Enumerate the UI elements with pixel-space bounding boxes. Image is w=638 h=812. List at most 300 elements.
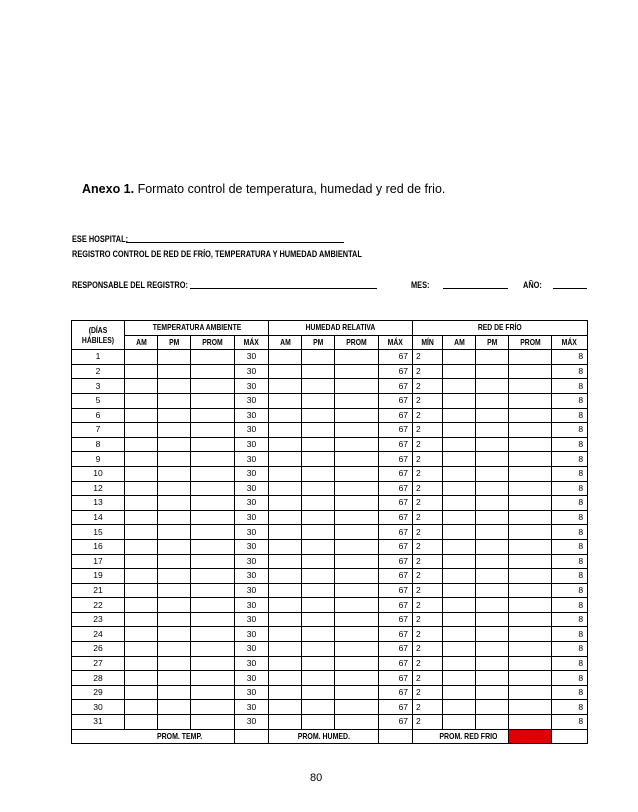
hum-max-cell: 67 — [379, 379, 413, 394]
red-pm-cell[interactable] — [476, 350, 509, 365]
hum-pm-header: PM — [302, 335, 335, 350]
red-min-cell: 2 — [413, 364, 443, 379]
day-cell: 15 — [72, 525, 125, 540]
hum-prom-cell[interactable] — [335, 350, 379, 365]
red-max-cell: 8 — [552, 452, 588, 467]
red-pm-cell[interactable] — [476, 525, 509, 540]
red-pm-cell[interactable] — [476, 393, 509, 408]
red-prom-cell[interactable] — [509, 466, 552, 481]
red-pm-cell[interactable] — [476, 642, 509, 657]
hum-am-cell[interactable] — [269, 671, 302, 686]
red-pm-cell[interactable] — [476, 408, 509, 423]
temp-prom-cell[interactable] — [191, 569, 235, 584]
red-max-cell: 8 — [552, 466, 588, 481]
temp-pm-cell[interactable] — [158, 700, 191, 715]
responsable-field[interactable] — [190, 288, 377, 289]
hum-max-cell: 67 — [379, 715, 413, 730]
temp-pm-cell[interactable] — [158, 437, 191, 452]
hum-pm-cell[interactable] — [302, 423, 335, 438]
temp-am-cell[interactable] — [125, 481, 158, 496]
red-am-cell[interactable] — [443, 642, 476, 657]
red-prom-cell[interactable] — [509, 452, 552, 467]
red-prom-cell[interactable] — [509, 539, 552, 554]
temp-am-cell[interactable] — [125, 569, 158, 584]
hum-pm-cell[interactable] — [302, 364, 335, 379]
red-pm-cell[interactable] — [476, 715, 509, 730]
temp-max-cell: 30 — [235, 423, 269, 438]
red-pm-cell[interactable] — [476, 437, 509, 452]
red-pm-cell[interactable] — [476, 466, 509, 481]
red-am-cell[interactable] — [443, 379, 476, 394]
temp-max-cell: 30 — [235, 685, 269, 700]
red-am-cell[interactable] — [443, 350, 476, 365]
red-min-cell: 2 — [413, 510, 443, 525]
temp-am-cell[interactable] — [125, 466, 158, 481]
red-pm-cell[interactable] — [476, 700, 509, 715]
temp-am-cell[interactable] — [125, 539, 158, 554]
temp-prom-cell[interactable] — [191, 642, 235, 657]
hum-am-cell[interactable] — [269, 423, 302, 438]
hum-am-cell[interactable] — [269, 379, 302, 394]
red-max-cell: 8 — [552, 554, 588, 569]
hum-pm-cell[interactable] — [302, 350, 335, 365]
temp-pm-cell[interactable] — [158, 598, 191, 613]
temp-prom-cell[interactable] — [191, 583, 235, 598]
hum-am-cell[interactable] — [269, 685, 302, 700]
red-prom-cell[interactable] — [509, 612, 552, 627]
temp-am-cell[interactable] — [125, 408, 158, 423]
hum-pm-cell[interactable] — [302, 481, 335, 496]
temp-am-cell[interactable] — [125, 525, 158, 540]
red-prom-cell[interactable] — [509, 685, 552, 700]
mes-field[interactable] — [443, 288, 508, 289]
red-am-cell[interactable] — [443, 510, 476, 525]
hum-prom-cell[interactable] — [335, 393, 379, 408]
hum-am-cell[interactable] — [269, 656, 302, 671]
hum-am-cell[interactable] — [269, 569, 302, 584]
temp-am-cell[interactable] — [125, 393, 158, 408]
hum-am-cell[interactable] — [269, 510, 302, 525]
table-row — [72, 393, 588, 408]
hum-pm-cell[interactable] — [302, 437, 335, 452]
red-prom-cell[interactable] — [509, 481, 552, 496]
hum-prom-cell[interactable] — [335, 481, 379, 496]
temp-pm-cell[interactable] — [158, 408, 191, 423]
temp-prom-cell[interactable] — [191, 510, 235, 525]
red-pm-cell[interactable] — [476, 583, 509, 598]
red-min-cell: 2 — [413, 642, 443, 657]
red-min-cell: 2 — [413, 393, 443, 408]
temp-pm-cell[interactable] — [158, 350, 191, 365]
temp-am-cell[interactable] — [125, 642, 158, 657]
hum-prom-cell[interactable] — [335, 510, 379, 525]
temp-am-cell[interactable] — [125, 715, 158, 730]
temp-am-cell[interactable] — [125, 700, 158, 715]
hum-pm-cell[interactable] — [302, 569, 335, 584]
red-prom-cell[interactable] — [509, 627, 552, 642]
red-am-cell[interactable] — [443, 481, 476, 496]
temp-prom-cell[interactable] — [191, 437, 235, 452]
hum-pm-cell[interactable] — [302, 656, 335, 671]
footer-blank — [72, 729, 125, 744]
red-pm-cell[interactable] — [476, 481, 509, 496]
hum-max-cell: 67 — [379, 539, 413, 554]
temp-prom-cell[interactable] — [191, 408, 235, 423]
red-prom-cell[interactable] — [509, 598, 552, 613]
hum-pm-cell[interactable] — [302, 554, 335, 569]
temp-pm-cell[interactable] — [158, 481, 191, 496]
red-prom-cell[interactable] — [509, 379, 552, 394]
red-pm-cell[interactable] — [476, 452, 509, 467]
red-am-cell[interactable] — [443, 437, 476, 452]
temp-am-cell[interactable] — [125, 423, 158, 438]
hum-pm-cell[interactable] — [302, 671, 335, 686]
red-min-cell: 2 — [413, 496, 443, 511]
red-pm-cell[interactable] — [476, 539, 509, 554]
table-row — [72, 554, 588, 569]
temp-am-cell[interactable] — [125, 656, 158, 671]
red-prom-cell[interactable] — [509, 423, 552, 438]
red-am-cell[interactable] — [443, 408, 476, 423]
red-pm-cell[interactable] — [476, 598, 509, 613]
hum-prom-cell[interactable] — [335, 612, 379, 627]
hum-am-cell[interactable] — [269, 408, 302, 423]
mes-label: MES: — [411, 280, 430, 290]
temp-pm-cell[interactable] — [158, 569, 191, 584]
hum-pm-cell[interactable] — [302, 496, 335, 511]
table-row — [72, 496, 588, 511]
temp-pm-cell[interactable] — [158, 642, 191, 657]
temp-prom-cell[interactable] — [191, 715, 235, 730]
hum-max-cell: 67 — [379, 510, 413, 525]
hum-am-cell[interactable] — [269, 364, 302, 379]
temp-am-cell[interactable] — [125, 671, 158, 686]
hum-prom-cell[interactable] — [335, 685, 379, 700]
temp-prom-cell[interactable] — [191, 627, 235, 642]
red-pm-cell[interactable] — [476, 627, 509, 642]
temp-am-cell[interactable] — [125, 583, 158, 598]
red-pm-cell[interactable] — [476, 510, 509, 525]
temp-prom-cell[interactable] — [191, 671, 235, 686]
temp-prom-cell[interactable] — [191, 598, 235, 613]
temp-max-cell: 30 — [235, 350, 269, 365]
hum-prom-cell[interactable] — [335, 423, 379, 438]
hum-pm-cell[interactable] — [302, 408, 335, 423]
temp-pm-cell[interactable] — [158, 525, 191, 540]
red-am-cell[interactable] — [443, 496, 476, 511]
hum-am-cell[interactable] — [269, 393, 302, 408]
temp-group-header: TEMPERATURA AMBIENTE — [125, 321, 269, 336]
temp-am-cell[interactable] — [125, 685, 158, 700]
temp-pm-cell[interactable] — [158, 554, 191, 569]
red-am-cell[interactable] — [443, 612, 476, 627]
temp-am-cell[interactable] — [125, 554, 158, 569]
red-am-cell[interactable] — [443, 452, 476, 467]
red-max-cell: 8 — [552, 423, 588, 438]
hum-prom-cell[interactable] — [335, 715, 379, 730]
hum-am-cell[interactable] — [269, 539, 302, 554]
temp-max-cell: 30 — [235, 583, 269, 598]
hum-am-cell[interactable] — [269, 700, 302, 715]
temp-prom-cell[interactable] — [191, 452, 235, 467]
temp-am-cell[interactable] — [125, 379, 158, 394]
red-prom-cell[interactable] — [509, 656, 552, 671]
temp-pm-cell[interactable] — [158, 583, 191, 598]
red-am-cell[interactable] — [443, 466, 476, 481]
hum-pm-cell[interactable] — [302, 510, 335, 525]
hum-prom-cell[interactable] — [335, 525, 379, 540]
hum-prom-cell[interactable] — [335, 569, 379, 584]
red-min-cell: 2 — [413, 437, 443, 452]
footer-prom-red-value[interactable] — [509, 729, 552, 744]
red-min-cell: 2 — [413, 700, 443, 715]
red-max-cell: 8 — [552, 393, 588, 408]
red-am-cell[interactable] — [443, 656, 476, 671]
hum-prom-cell[interactable] — [335, 452, 379, 467]
hum-pm-cell[interactable] — [302, 539, 335, 554]
temp-pm-cell[interactable] — [158, 466, 191, 481]
hum-pm-cell[interactable] — [302, 583, 335, 598]
red-prom-cell[interactable] — [509, 569, 552, 584]
temp-pm-cell[interactable] — [158, 685, 191, 700]
hum-am-cell[interactable] — [269, 525, 302, 540]
temp-pm-cell[interactable] — [158, 379, 191, 394]
red-prom-cell[interactable] — [509, 510, 552, 525]
temp-am-cell[interactable] — [125, 496, 158, 511]
red-pm-cell[interactable] — [476, 671, 509, 686]
form-title: REGISTRO CONTROL DE RED DE FRÍO, TEMPERATURA Y HUMEDAD AMBIENTAL — [72, 249, 362, 259]
hum-pm-cell[interactable] — [302, 598, 335, 613]
red-am-cell[interactable] — [443, 685, 476, 700]
hum-am-cell[interactable] — [269, 496, 302, 511]
day-cell: 16 — [72, 539, 125, 554]
hum-pm-cell[interactable] — [302, 525, 335, 540]
hum-pm-cell[interactable] — [302, 379, 335, 394]
hum-am-cell[interactable] — [269, 437, 302, 452]
hum-prom-cell[interactable] — [335, 496, 379, 511]
red-prom-cell[interactable] — [509, 583, 552, 598]
red-prom-cell[interactable] — [509, 642, 552, 657]
hum-pm-cell[interactable] — [302, 685, 335, 700]
red-am-cell[interactable] — [443, 364, 476, 379]
red-min-cell: 2 — [413, 671, 443, 686]
temp-am-cell[interactable] — [125, 598, 158, 613]
red-pm-cell[interactable] — [476, 554, 509, 569]
day-cell: 8 — [72, 437, 125, 452]
table-row — [72, 350, 588, 365]
temp-pm-cell[interactable] — [158, 627, 191, 642]
temp-am-cell[interactable] — [125, 350, 158, 365]
hum-am-cell[interactable] — [269, 554, 302, 569]
hum-pm-cell[interactable] — [302, 627, 335, 642]
red-pm-cell[interactable] — [476, 685, 509, 700]
hum-prom-cell[interactable] — [335, 700, 379, 715]
hum-pm-cell[interactable] — [302, 715, 335, 730]
hum-am-cell[interactable] — [269, 598, 302, 613]
red-min-cell: 2 — [413, 583, 443, 598]
temp-pm-cell[interactable] — [158, 539, 191, 554]
temp-pm-cell[interactable] — [158, 496, 191, 511]
hum-prom-cell[interactable] — [335, 583, 379, 598]
red-min-cell: 2 — [413, 656, 443, 671]
temp-prom-cell[interactable] — [191, 481, 235, 496]
hum-am-cell[interactable] — [269, 583, 302, 598]
red-min-cell: 2 — [413, 466, 443, 481]
red-pm-cell[interactable] — [476, 379, 509, 394]
day-cell: 13 — [72, 496, 125, 511]
hospital-field[interactable] — [126, 242, 344, 243]
red-max-cell: 8 — [552, 671, 588, 686]
table-row — [72, 700, 588, 715]
red-am-cell[interactable] — [443, 539, 476, 554]
temp-prom-cell[interactable] — [191, 612, 235, 627]
hum-prom-cell[interactable] — [335, 364, 379, 379]
temp-prom-cell[interactable] — [191, 350, 235, 365]
temp-max-cell: 30 — [235, 437, 269, 452]
red-min-cell: 2 — [413, 350, 443, 365]
red-min-cell: 2 — [413, 539, 443, 554]
hum-prom-cell[interactable] — [335, 379, 379, 394]
table-row — [72, 583, 588, 598]
hum-pm-cell[interactable] — [302, 612, 335, 627]
temp-prom-cell[interactable] — [191, 700, 235, 715]
hum-max-cell: 67 — [379, 496, 413, 511]
red-am-cell[interactable] — [443, 393, 476, 408]
hum-max-cell: 67 — [379, 466, 413, 481]
temp-prom-cell[interactable] — [191, 685, 235, 700]
red-pm-cell[interactable] — [476, 423, 509, 438]
hum-prom-cell[interactable] — [335, 642, 379, 657]
temp-am-cell[interactable] — [125, 510, 158, 525]
red-am-cell[interactable] — [443, 423, 476, 438]
red-prom-cell[interactable] — [509, 496, 552, 511]
footer-end — [552, 729, 588, 744]
red-am-cell[interactable] — [443, 569, 476, 584]
hum-prom-cell[interactable] — [335, 408, 379, 423]
hum-am-cell[interactable] — [269, 481, 302, 496]
red-am-cell[interactable] — [443, 583, 476, 598]
temp-prom-cell[interactable] — [191, 393, 235, 408]
anio-field[interactable] — [553, 288, 587, 289]
temp-prom-cell[interactable] — [191, 364, 235, 379]
red-prom-cell[interactable] — [509, 715, 552, 730]
red-prom-cell[interactable] — [509, 700, 552, 715]
temp-prom-cell[interactable] — [191, 379, 235, 394]
red-max-header: MÁX — [552, 335, 588, 350]
red-am-cell[interactable] — [443, 598, 476, 613]
red-pm-cell[interactable] — [476, 496, 509, 511]
hum-pm-cell[interactable] — [302, 466, 335, 481]
table-row — [72, 510, 588, 525]
temp-am-cell[interactable] — [125, 364, 158, 379]
hum-max-cell: 67 — [379, 569, 413, 584]
temp-prom-cell[interactable] — [191, 554, 235, 569]
temp-pm-cell[interactable] — [158, 715, 191, 730]
red-pm-cell[interactable] — [476, 364, 509, 379]
hum-am-cell[interactable] — [269, 715, 302, 730]
red-min-cell: 2 — [413, 481, 443, 496]
red-pm-cell[interactable] — [476, 656, 509, 671]
hum-prom-cell[interactable] — [335, 656, 379, 671]
red-prom-cell[interactable] — [509, 554, 552, 569]
temp-prom-cell[interactable] — [191, 496, 235, 511]
hum-am-cell[interactable] — [269, 612, 302, 627]
red-am-cell[interactable] — [443, 627, 476, 642]
temp-prom-cell[interactable] — [191, 539, 235, 554]
temp-pm-cell[interactable] — [158, 423, 191, 438]
footer-prom-hum-value[interactable] — [379, 729, 413, 744]
day-cell: 19 — [72, 569, 125, 584]
temp-pm-cell[interactable] — [158, 612, 191, 627]
red-pm-cell[interactable] — [476, 612, 509, 627]
temp-am-cell[interactable] — [125, 452, 158, 467]
hum-pm-cell[interactable] — [302, 642, 335, 657]
red-am-cell[interactable] — [443, 525, 476, 540]
table-row — [72, 569, 588, 584]
red-prom-cell[interactable] — [509, 408, 552, 423]
red-max-cell: 8 — [552, 656, 588, 671]
temp-prom-cell[interactable] — [191, 656, 235, 671]
hum-am-cell[interactable] — [269, 466, 302, 481]
temp-pm-cell[interactable] — [158, 364, 191, 379]
temp-pm-cell[interactable] — [158, 656, 191, 671]
hum-prom-cell[interactable] — [335, 598, 379, 613]
red-max-cell: 8 — [552, 350, 588, 365]
hum-prom-cell[interactable] — [335, 554, 379, 569]
hum-pm-cell[interactable] — [302, 452, 335, 467]
hum-prom-cell[interactable] — [335, 671, 379, 686]
temp-max-cell: 30 — [235, 452, 269, 467]
hum-am-cell[interactable] — [269, 642, 302, 657]
temp-max-cell: 30 — [235, 525, 269, 540]
temp-am-cell[interactable] — [125, 612, 158, 627]
temp-am-header: AM — [125, 335, 158, 350]
red-prom-cell[interactable] — [509, 393, 552, 408]
temp-pm-cell[interactable] — [158, 671, 191, 686]
hum-prom-cell[interactable] — [335, 539, 379, 554]
red-am-cell[interactable] — [443, 671, 476, 686]
red-prom-cell[interactable] — [509, 525, 552, 540]
hum-am-cell[interactable] — [269, 452, 302, 467]
temp-pm-cell[interactable] — [158, 452, 191, 467]
hum-am-cell[interactable] — [269, 627, 302, 642]
red-prom-cell[interactable] — [509, 671, 552, 686]
temp-am-cell[interactable] — [125, 627, 158, 642]
hum-am-cell[interactable] — [269, 350, 302, 365]
temp-pm-cell[interactable] — [158, 510, 191, 525]
temp-prom-cell[interactable] — [191, 525, 235, 540]
red-prom-cell[interactable] — [509, 364, 552, 379]
hum-prom-cell[interactable] — [335, 627, 379, 642]
hum-prom-cell[interactable] — [335, 466, 379, 481]
red-am-cell[interactable] — [443, 700, 476, 715]
footer-prom-temp-value[interactable] — [235, 729, 269, 744]
temp-prom-cell[interactable] — [191, 466, 235, 481]
red-prom-cell[interactable] — [509, 350, 552, 365]
red-pm-cell[interactable] — [476, 569, 509, 584]
red-am-cell[interactable] — [443, 715, 476, 730]
hum-max-cell: 67 — [379, 437, 413, 452]
temp-am-cell[interactable] — [125, 437, 158, 452]
temp-pm-cell[interactable] — [158, 393, 191, 408]
red-am-cell[interactable] — [443, 554, 476, 569]
red-min-cell: 2 — [413, 379, 443, 394]
hum-pm-cell[interactable] — [302, 700, 335, 715]
red-prom-cell[interactable] — [509, 437, 552, 452]
temp-prom-cell[interactable] — [191, 423, 235, 438]
hum-prom-cell[interactable] — [335, 437, 379, 452]
hum-pm-cell[interactable] — [302, 393, 335, 408]
